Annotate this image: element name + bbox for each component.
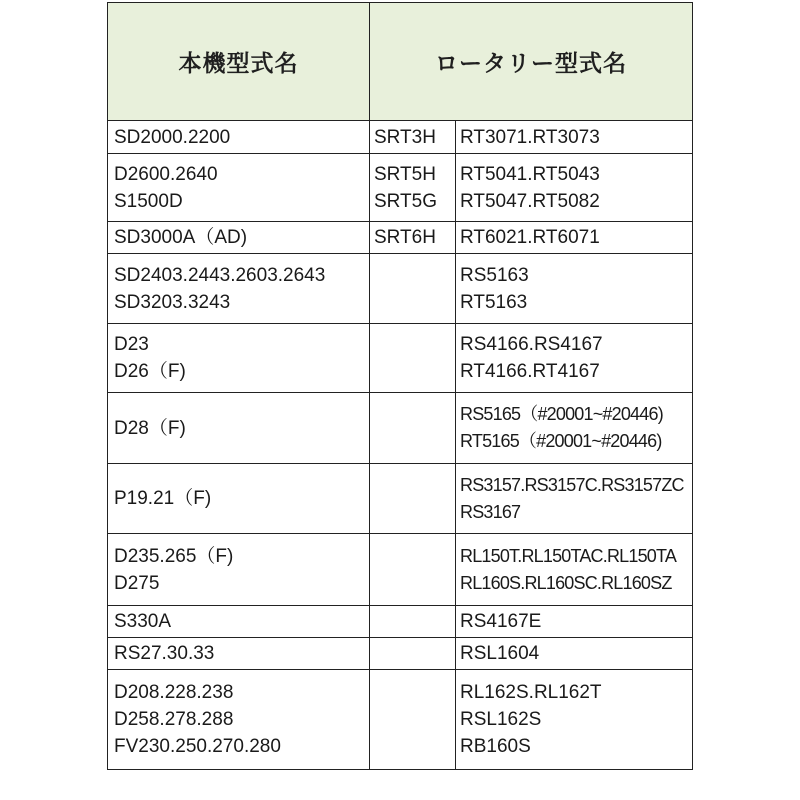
- rotary-cell: [456, 324, 693, 393]
- rotary-cell: [456, 121, 693, 154]
- model-cell-line: SD2000.2200: [114, 126, 231, 148]
- model-cell-line: D23: [114, 334, 149, 355]
- model-cell-line: SD3000A（AD): [114, 227, 248, 248]
- model-cell-line: D26（F): [114, 361, 186, 382]
- model-cell: [108, 534, 370, 606]
- srt-cell-line: SRT6H: [374, 227, 436, 248]
- table-row: [108, 393, 693, 464]
- rotary-cell-line: RL150T.RL150TAC.RL150TA: [460, 545, 677, 566]
- rotary-cell-line: RT4166.RT4167: [460, 361, 600, 382]
- model-cell-line: RS27.30.33: [114, 643, 215, 664]
- srt-cell: [370, 121, 456, 154]
- model-cell-line: SD3203.3243: [114, 291, 231, 313]
- model-cell: [108, 670, 370, 770]
- rotary-cell-line: RSL162S: [460, 709, 542, 730]
- model-cell-line: D2600.2640: [114, 163, 218, 185]
- table-row: [108, 154, 693, 222]
- rotary-cell: [456, 154, 693, 222]
- srt-cell-line: SRT3H: [374, 126, 436, 148]
- model-cell-line: D235.265（F): [114, 545, 234, 567]
- header-model-name: 本機型式名: [108, 3, 370, 121]
- model-cell-line: SD2403.2443.2603.2643: [114, 264, 326, 286]
- model-cell: [108, 638, 370, 670]
- rotary-cell-line: RT5165（#20001~#20446): [460, 431, 662, 451]
- srt-cell: [370, 670, 456, 770]
- srt-cell: [370, 464, 456, 534]
- model-cell: [108, 324, 370, 393]
- table-header-row: [108, 3, 693, 121]
- rotary-cell-line: RS5163: [460, 264, 529, 286]
- table-row: [108, 670, 693, 770]
- rotary-cell-line: RS3167: [460, 501, 521, 522]
- table-row: [108, 638, 693, 670]
- table-row: [108, 324, 693, 393]
- model-cell-line: D258.278.288: [114, 709, 234, 730]
- srt-cell: [370, 606, 456, 638]
- rotary-cell-line: RB160S: [460, 736, 531, 757]
- srt-cell: [370, 154, 456, 222]
- model-cell-line: D28（F): [114, 417, 186, 439]
- model-cell: [108, 254, 370, 324]
- model-cell-line: P19.21（F): [114, 488, 212, 509]
- rotary-cell-line: RT5047.RT5082: [460, 190, 600, 212]
- header-rotary-name: ロータリー型式名: [370, 3, 693, 121]
- rotary-cell-line: RT5041.RT5043: [460, 163, 600, 185]
- model-cell-line: S330A: [114, 611, 172, 632]
- rotary-cell: [456, 670, 693, 770]
- srt-cell: [370, 638, 456, 670]
- rotary-cell-line: RS3157.RS3157C.RS3157ZC: [460, 474, 684, 495]
- model-cell: [108, 222, 370, 254]
- table-row: [108, 121, 693, 154]
- rotary-cell-line: RS4166.RS4167: [460, 334, 603, 355]
- rotary-cell-line: RL160S.RL160SC.RL160SZ: [460, 572, 672, 593]
- rotary-cell: [456, 393, 693, 464]
- rotary-cell: [456, 606, 693, 638]
- srt-cell: [370, 222, 456, 254]
- rotary-cell-line: RT6021.RT6071: [460, 227, 600, 248]
- srt-cell: [370, 324, 456, 393]
- rotary-cell-line: RS4167E: [460, 611, 542, 632]
- rotary-cell-line: RL162S.RL162T: [460, 682, 602, 703]
- table-row: [108, 606, 693, 638]
- table-row: [108, 254, 693, 324]
- rotary-cell: [456, 464, 693, 534]
- rotary-cell-line: RS5165（#20001~#20446): [460, 404, 663, 424]
- model-cell: [108, 154, 370, 222]
- model-cell: [108, 606, 370, 638]
- srt-cell-line: SRT5G: [374, 190, 438, 212]
- table-row: [108, 534, 693, 606]
- model-cell: [108, 121, 370, 154]
- model-cell: [108, 464, 370, 534]
- rotary-cell-line: RT5163: [460, 291, 528, 313]
- srt-cell: [370, 393, 456, 464]
- rotary-cell-line: RT3071.RT3073: [460, 126, 600, 148]
- table-body: [108, 121, 693, 770]
- table-row: [108, 464, 693, 534]
- srt-cell: [370, 254, 456, 324]
- model-cell-line: D208.228.238: [114, 682, 234, 703]
- model-cell-line: S1500D: [114, 190, 183, 212]
- rotary-cell: [456, 638, 693, 670]
- rotary-cell: [456, 254, 693, 324]
- rotary-cell: [456, 534, 693, 606]
- rotary-cell: [456, 222, 693, 254]
- model-cell: [108, 393, 370, 464]
- rotary-cell-line: RSL1604: [460, 643, 540, 664]
- table-row: [108, 222, 693, 254]
- model-cell-line: D275: [114, 572, 160, 594]
- model-cell-line: FV230.250.270.280: [114, 736, 281, 757]
- srt-cell-line: SRT5H: [374, 163, 436, 185]
- srt-cell: [370, 534, 456, 606]
- compatibility-table: [107, 2, 693, 770]
